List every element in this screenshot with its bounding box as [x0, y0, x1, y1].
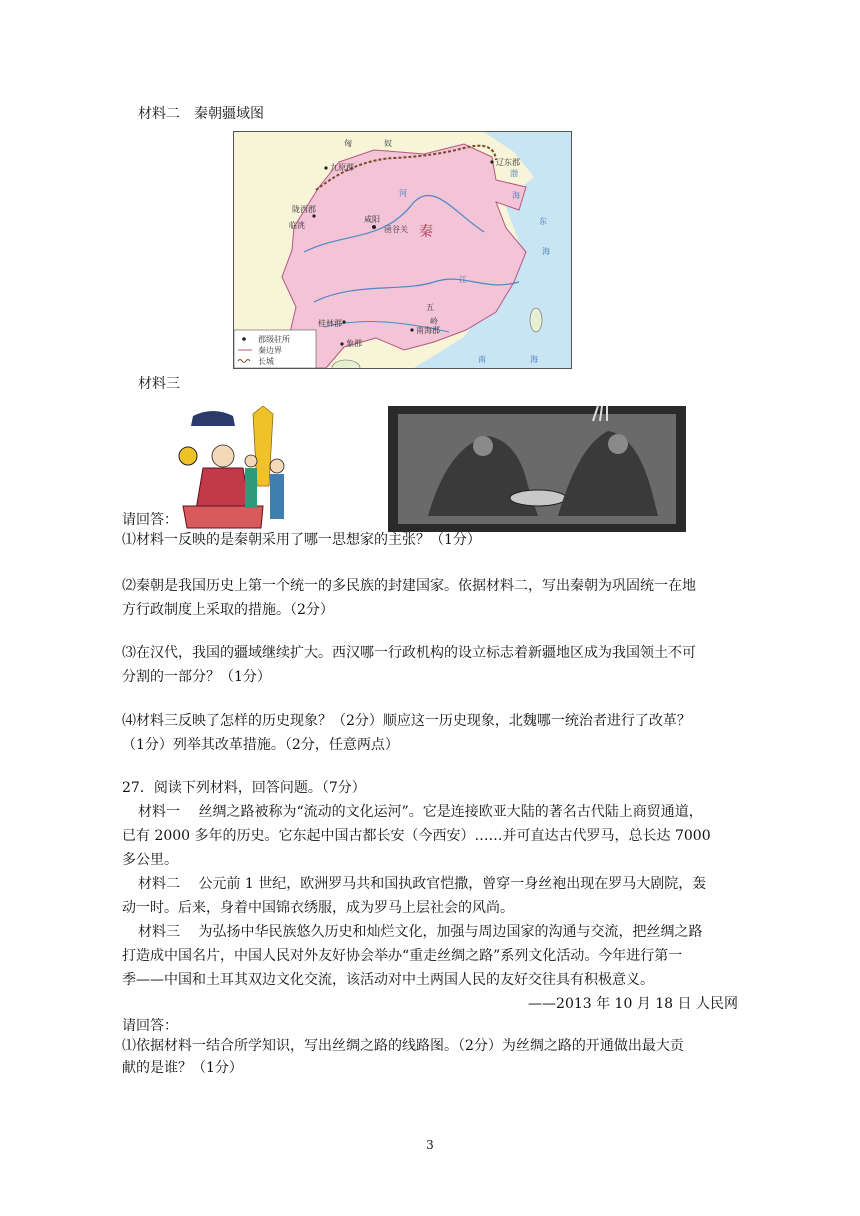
map-label-bohai2: 海 [512, 191, 520, 200]
map-label-guilin: 桂林郡 [318, 319, 342, 328]
map-label-hangu: 函谷关 [384, 225, 408, 234]
map-label-bohai1: 渤 [510, 169, 518, 178]
section-material-two: 材料二 秦朝疆域图 [138, 106, 264, 122]
q27-material-1-line1: 材料一 丝绸之路被称为“流动的文化运河”。它是连接欧亚大陆的著名古代陆上商贸通道， [138, 804, 703, 820]
qin-territory-map [233, 131, 572, 369]
question-1: ⑴材料一反映的是秦朝采用了哪一思想家的主张？（1分） [122, 532, 481, 548]
page-number: 3 [426, 1138, 434, 1152]
question-27-title: 27．阅读下列材料，回答问题。（7分） [122, 780, 366, 796]
legend-wall: 长城 [258, 357, 274, 366]
q27-question-1-line2: 献的是谁？（1分） [122, 1060, 243, 1076]
q27-material-3-line2: 打造成中国名片，中国人民对外友好协会举办“重走丝绸之路”系列文化活动。今年进行第一 [122, 948, 683, 964]
question-3-line1: ⑶在汉代，我国的疆域继续扩大。西汉哪一行政机构的设立标志着新疆地区成为我国领土不可 [122, 645, 696, 661]
map-label-xiongnu1: 匈 [344, 139, 352, 148]
map-label-donghai2: 海 [542, 247, 550, 256]
q27-material-2-line1: 材料二 公元前 1 世纪，欧洲罗马共和国执政官恺撒，曾穿一身丝袍出现在罗马大剧院，轰 [138, 876, 707, 892]
map-label-xiangjun: 象郡 [346, 339, 362, 348]
q27-material-3-line3: 季——中国和土耳其双边文化交流，该活动对中土两国人民的友好交往具有积极意义。 [122, 972, 654, 988]
map-label-wuling2: 岭 [430, 317, 438, 326]
map-label-nanhai-jun: 南海郡 [416, 326, 440, 335]
map-label-wuling1: 五 [426, 303, 434, 312]
map-label-nanhai1: 南 [478, 355, 486, 364]
map-label-liaodong: 辽东郡 [496, 158, 520, 167]
section-material-three: 材料三 [138, 376, 180, 392]
map-label-longxi: 陇西郡 [292, 205, 316, 214]
q27-source: ——2013 年 10 月 18 日 人民网 [528, 996, 738, 1012]
question-2-line1: ⑵秦朝是我国历史上第一个统一的多民族的封建国家。依据材料二，写出秦朝为巩固统一在地 [122, 578, 696, 594]
illustration-seated-figure [173, 406, 303, 534]
legend-border: 秦边界 [258, 346, 282, 355]
question-2-line2: 方行政制度上采取的措施。（2分） [122, 602, 334, 618]
legend-seat: 郡级驻所 [258, 335, 290, 344]
question-3-line2: 分割的一部分？（1分） [122, 669, 271, 685]
map-label-donghai1: 东 [539, 217, 547, 226]
q27-material-2-line2: 动一时。后来，身着中国锦衣绣服，成为罗马上层社会的风尚。 [122, 900, 514, 916]
map-label-river-he: 河 [399, 189, 407, 198]
map-label-qin: 秦 [419, 224, 433, 240]
map-label-jiuyuan: 九原郡 [330, 163, 354, 172]
map-label-nanhai2: 海 [530, 355, 538, 364]
q27-question-1-line1: ⑴依据材料一结合所学知识，写出丝绸之路的线路图。（2分）为丝绸之路的开通做出最大贡 [122, 1038, 684, 1054]
map-label-xiongnu2: 奴 [384, 139, 392, 148]
map-label-lintao: 临洮 [289, 221, 305, 230]
q27-material-3-line1: 材料三 为弘扬中华民族悠久历史和灿烂文化，加强与周边国家的沟通与交流，把丝绸之路 [138, 924, 703, 940]
illustration-tomb-mural [388, 406, 686, 532]
q27-material-1-line3: 多公里。 [122, 852, 178, 868]
map-label-river-jiang: 江 [459, 275, 467, 284]
q27-material-1-line2: 已有 2000 多年的历史。它东起中国古都长安（今西安）……并可直达古代罗马，总长达 7000 [122, 828, 711, 844]
q27-intro: 请回答： [122, 1018, 178, 1034]
question-4-line1: ⑷材料三反映了怎样的历史现象？（2分）顺应这一历史现象，北魏哪一统治者进行了改革？ [122, 713, 691, 729]
map-label-xianyang: 咸阳 [364, 215, 380, 224]
question-intro: 请回答： [122, 512, 178, 528]
question-4-line2: （1分）列举其改革措施。（2分，任意两点） [122, 737, 399, 753]
